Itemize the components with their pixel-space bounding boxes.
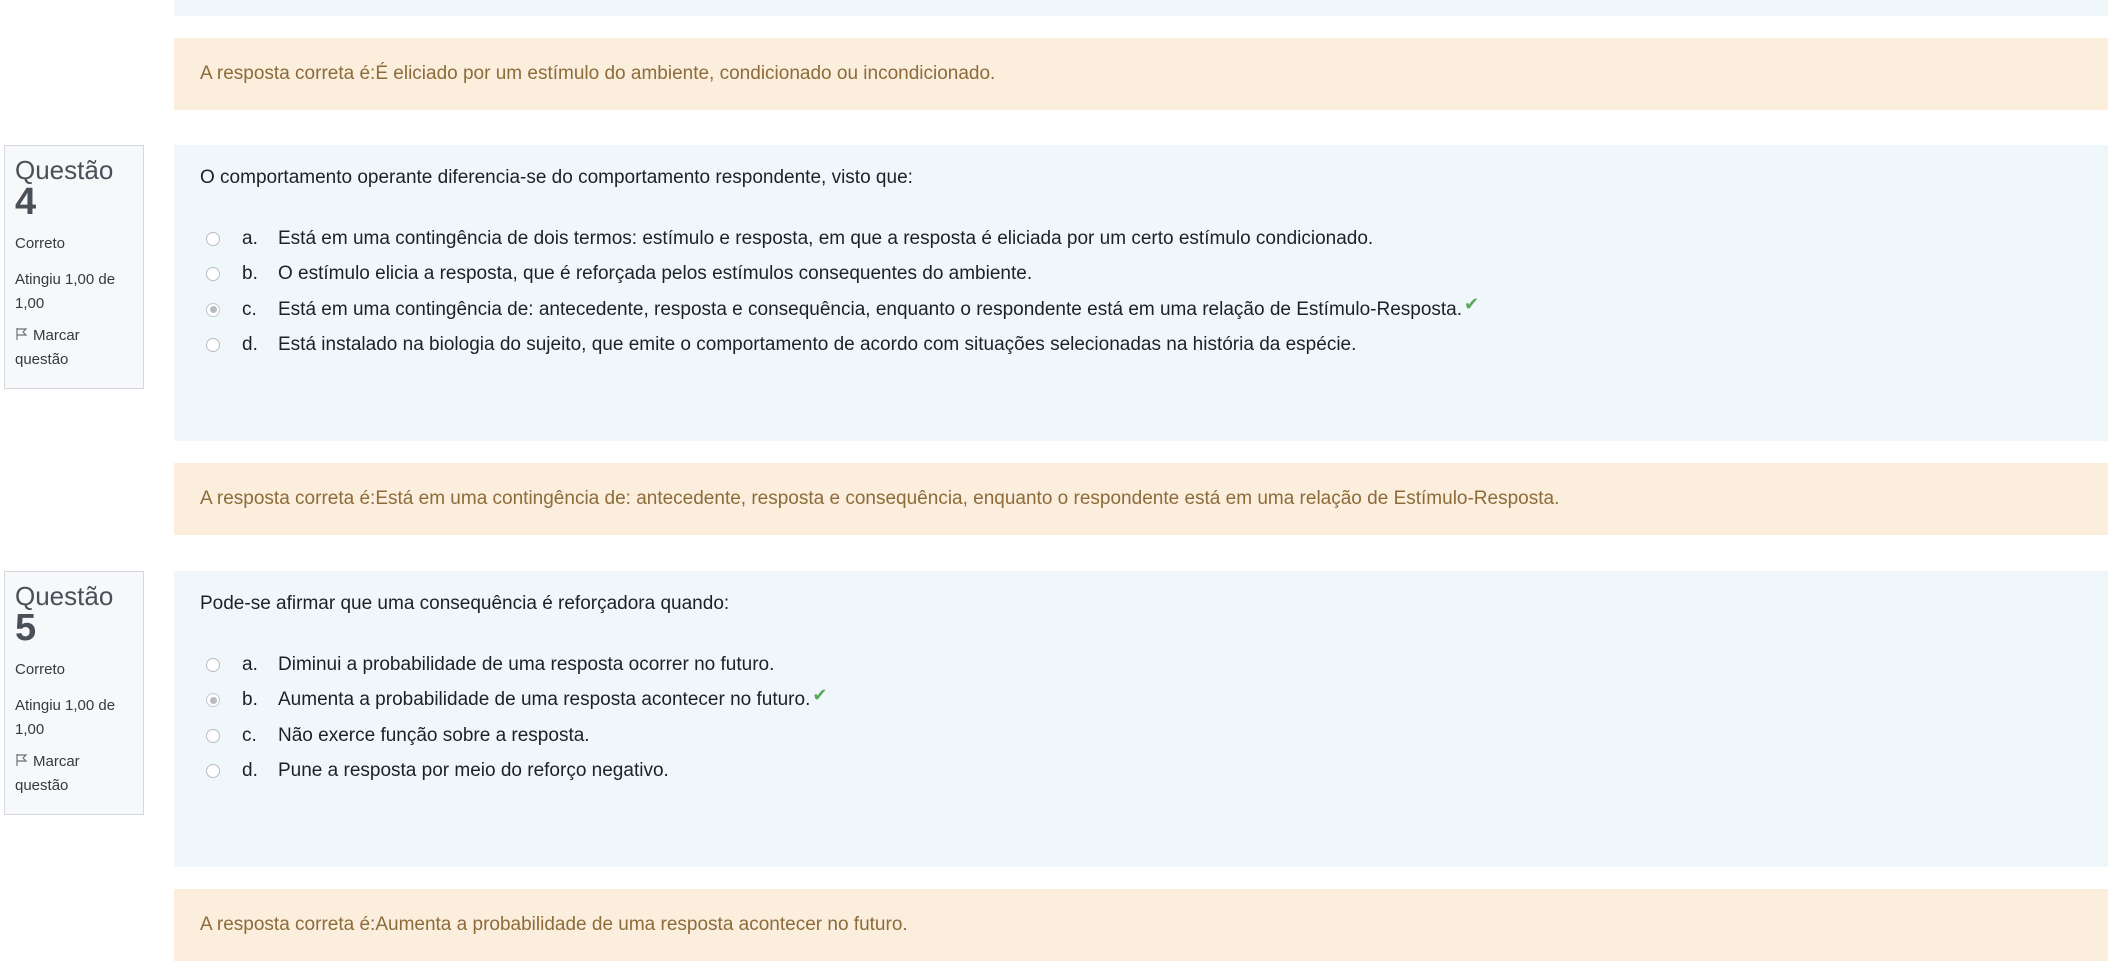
answer-option-b[interactable] [200, 257, 2082, 293]
previous-correct-answer-feedback [174, 38, 2108, 110]
question-5-correct-answer-feedback [174, 889, 2108, 961]
feedback-prefix: A resposta correta é: [200, 63, 376, 84]
question-5-info [4, 571, 144, 815]
option-text: Está instalado na biologia do sujeito, que emite o comportamento de acordo com situações selecionadas na história da espécie. [278, 334, 1357, 356]
option-text: O estímulo elicia a resposta, que é reforçada pelos estímulos consequentes do ambiente. [278, 263, 1033, 285]
answer-option-c[interactable] [200, 292, 2082, 328]
flag-question-label: Marcar questão [15, 753, 80, 794]
radio-button-selected[interactable] [206, 693, 220, 707]
question-grade: Atingiu 1,00 de 1,00 [15, 697, 116, 738]
flag-outline-icon [15, 753, 29, 767]
question-5-content [174, 571, 2108, 867]
option-letter: d. [242, 334, 258, 356]
radio-button[interactable] [206, 338, 220, 352]
option-letter: c. [242, 724, 257, 746]
feedback-answer: É eliciado por um estímulo do ambiente, condicionado ou incondicionado. [375, 63, 996, 84]
question-number: 5 [15, 607, 37, 649]
flag-question-link[interactable] [15, 750, 133, 798]
question-text: Pode-se afirmar que uma consequência é reforçadora quando: [200, 593, 730, 614]
question-label: Questão [15, 155, 114, 185]
option-text: Aumenta a probabilidade de uma resposta acontecer no futuro. [278, 689, 811, 711]
question-grade: Atingiu 1,00 de 1,00 [15, 271, 116, 312]
feedback-answer: Está em uma contingência de: antecedente, resposta e consequência, enquanto o respondente está em uma relação de Estímulo-Resposta. [375, 488, 1560, 509]
feedback-prefix: A resposta correta é: [200, 488, 376, 509]
radio-button-selected[interactable] [206, 303, 220, 317]
check-icon: ✔ [812, 684, 828, 705]
radio-button[interactable] [206, 232, 220, 246]
question-4-content [174, 145, 2108, 441]
check-icon: ✔ [1464, 294, 1480, 315]
flag-question-link[interactable] [15, 324, 133, 372]
question-label: Questão [15, 581, 114, 611]
question-state: Correto [15, 235, 66, 252]
answer-option-a[interactable] [200, 647, 2082, 683]
option-letter: c. [242, 298, 257, 320]
option-text: Está em uma contingência de dois termos: estímulo e resposta, em que a resposta é eliciada por um certo estímulo condicionado. [278, 227, 1374, 249]
radio-button[interactable] [206, 267, 220, 281]
option-text: Está em uma contingência de: antecedente, resposta e consequência, enquanto o respondente está em uma relação de Estímulo-Resposta. [278, 298, 1463, 320]
option-letter: a. [242, 653, 258, 675]
radio-button[interactable] [206, 658, 220, 672]
option-text: Diminui a probabilidade de uma resposta ocorrer no futuro. [278, 653, 775, 675]
question-number: 4 [15, 181, 37, 223]
question-text: O comportamento operante diferencia-se do comportamento respondente, visto que: [200, 167, 913, 188]
option-letter: b. [242, 263, 258, 285]
answer-option-d[interactable] [200, 754, 2082, 790]
flag-outline-icon [15, 327, 29, 341]
answer-option-c[interactable] [200, 718, 2082, 754]
answer-option-b[interactable] [200, 683, 2082, 719]
option-letter: b. [242, 689, 258, 711]
answer-option-a[interactable] [200, 221, 2082, 257]
option-text: Pune a resposta por meio do reforço negativo. [278, 760, 669, 782]
feedback-prefix: A resposta correta é: [200, 914, 376, 935]
option-letter: d. [242, 760, 258, 782]
radio-button[interactable] [206, 764, 220, 778]
answer-option-d[interactable] [200, 328, 2082, 364]
option-text: Não exerce função sobre a resposta. [278, 724, 590, 746]
previous-question-content-end [174, 0, 2108, 16]
question-4-correct-answer-feedback [174, 463, 2108, 535]
flag-question-label: Marcar questão [15, 327, 80, 368]
question-state: Correto [15, 661, 66, 678]
radio-button[interactable] [206, 729, 220, 743]
option-letter: a. [242, 227, 258, 249]
question-4-info [4, 145, 144, 389]
feedback-answer: Aumenta a probabilidade de uma resposta acontecer no futuro. [375, 914, 908, 935]
